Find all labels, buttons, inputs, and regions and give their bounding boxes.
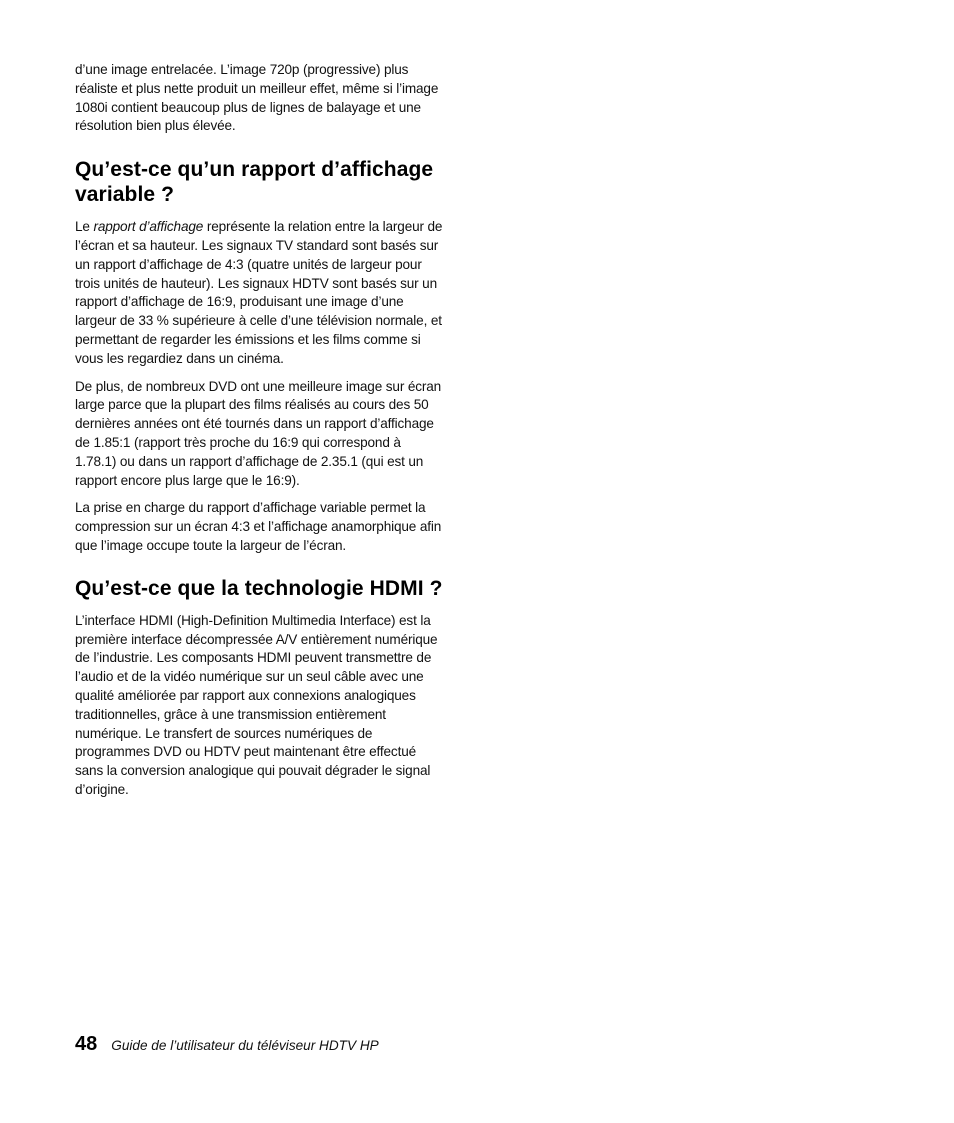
aspect-ratio-paragraph-1 [75,218,443,368]
aspect-ratio-paragraph-3: La prise en charge du rapport d’affichage variable permet la compression sur un écran 4:3 et l’affichage anamorphique afin que l’image occupe toute la largeur de l’écran. [75,500,442,553]
aspect-ratio-heading: Qu’est-ce qu’un rapport d’affichage variable ? [75,158,434,207]
text-column [75,61,443,809]
hdmi-heading: Qu’est-ce que la technologie HDMI ? [75,576,443,600]
hdmi-paragraph: L’interface HDMI (High-Definition Multimedia Interface) est la première interface décompressée A/V entièrement numérique de l’industrie. Les composants HDMI peuvent transmettre de l’audio et de la vidéo numérique sur un seul câble avec une qualité améliorée par rapport aux connexions analogiques traditionnelles, grâce à une transmission entièrement numérique. Le transfert de sources numériques de programmes DVD ou HDTV peut maintenant être effectué sans la conversion analogique qui pouvait dégrader le signal d’origine. [75,612,438,797]
aspect-ratio-paragraph-1-lead: Le [75,219,94,235]
page-footer [75,1033,379,1056]
aspect-ratio-paragraph-2: De plus, de nombreux DVD ont une meilleure image sur écran large parce que la plupart des films réalisés au cours des 50 dernières années ont été tournés dans un rapport d’affichage de 1.85:1 (rapport très proche du 16:9 qui correspond à 1.78.1) ou dans un rapport d’affichage de 2.35.1 (qui est un rapport encore plus large que le 16:9). [75,378,442,488]
aspect-ratio-paragraph-1-rest: représente la relation entre la largeur de l’écran et sa hauteur. Les signaux TV standard sont basés sur un rapport d’affichage de 4:3 (quatre unités de largeur pour trois unités de hauteur). Les signaux HDTV sont basés sur un rapport d’affichage de 16:9, produisant une image d’une largeur de 33 % supérieure à celle d’une télévision normale, et permettant de regarder les émissions et les films comme si vous les regardiez dans un cinéma. [75,219,443,366]
aspect-ratio-term: rapport d’affichage [93,219,204,235]
intro-paragraph: d’une image entrelacée. L’image 720p (progressive) plus réaliste et plus nette produit un meilleur effet, même si l’image 1080i contient beaucoup plus de lignes de balayage et une résolution bien plus élevée. [75,62,439,134]
page-number: 48 [75,1033,98,1055]
document-title: Guide de l’utilisateur du téléviseur HDTV HP [111,1038,379,1053]
